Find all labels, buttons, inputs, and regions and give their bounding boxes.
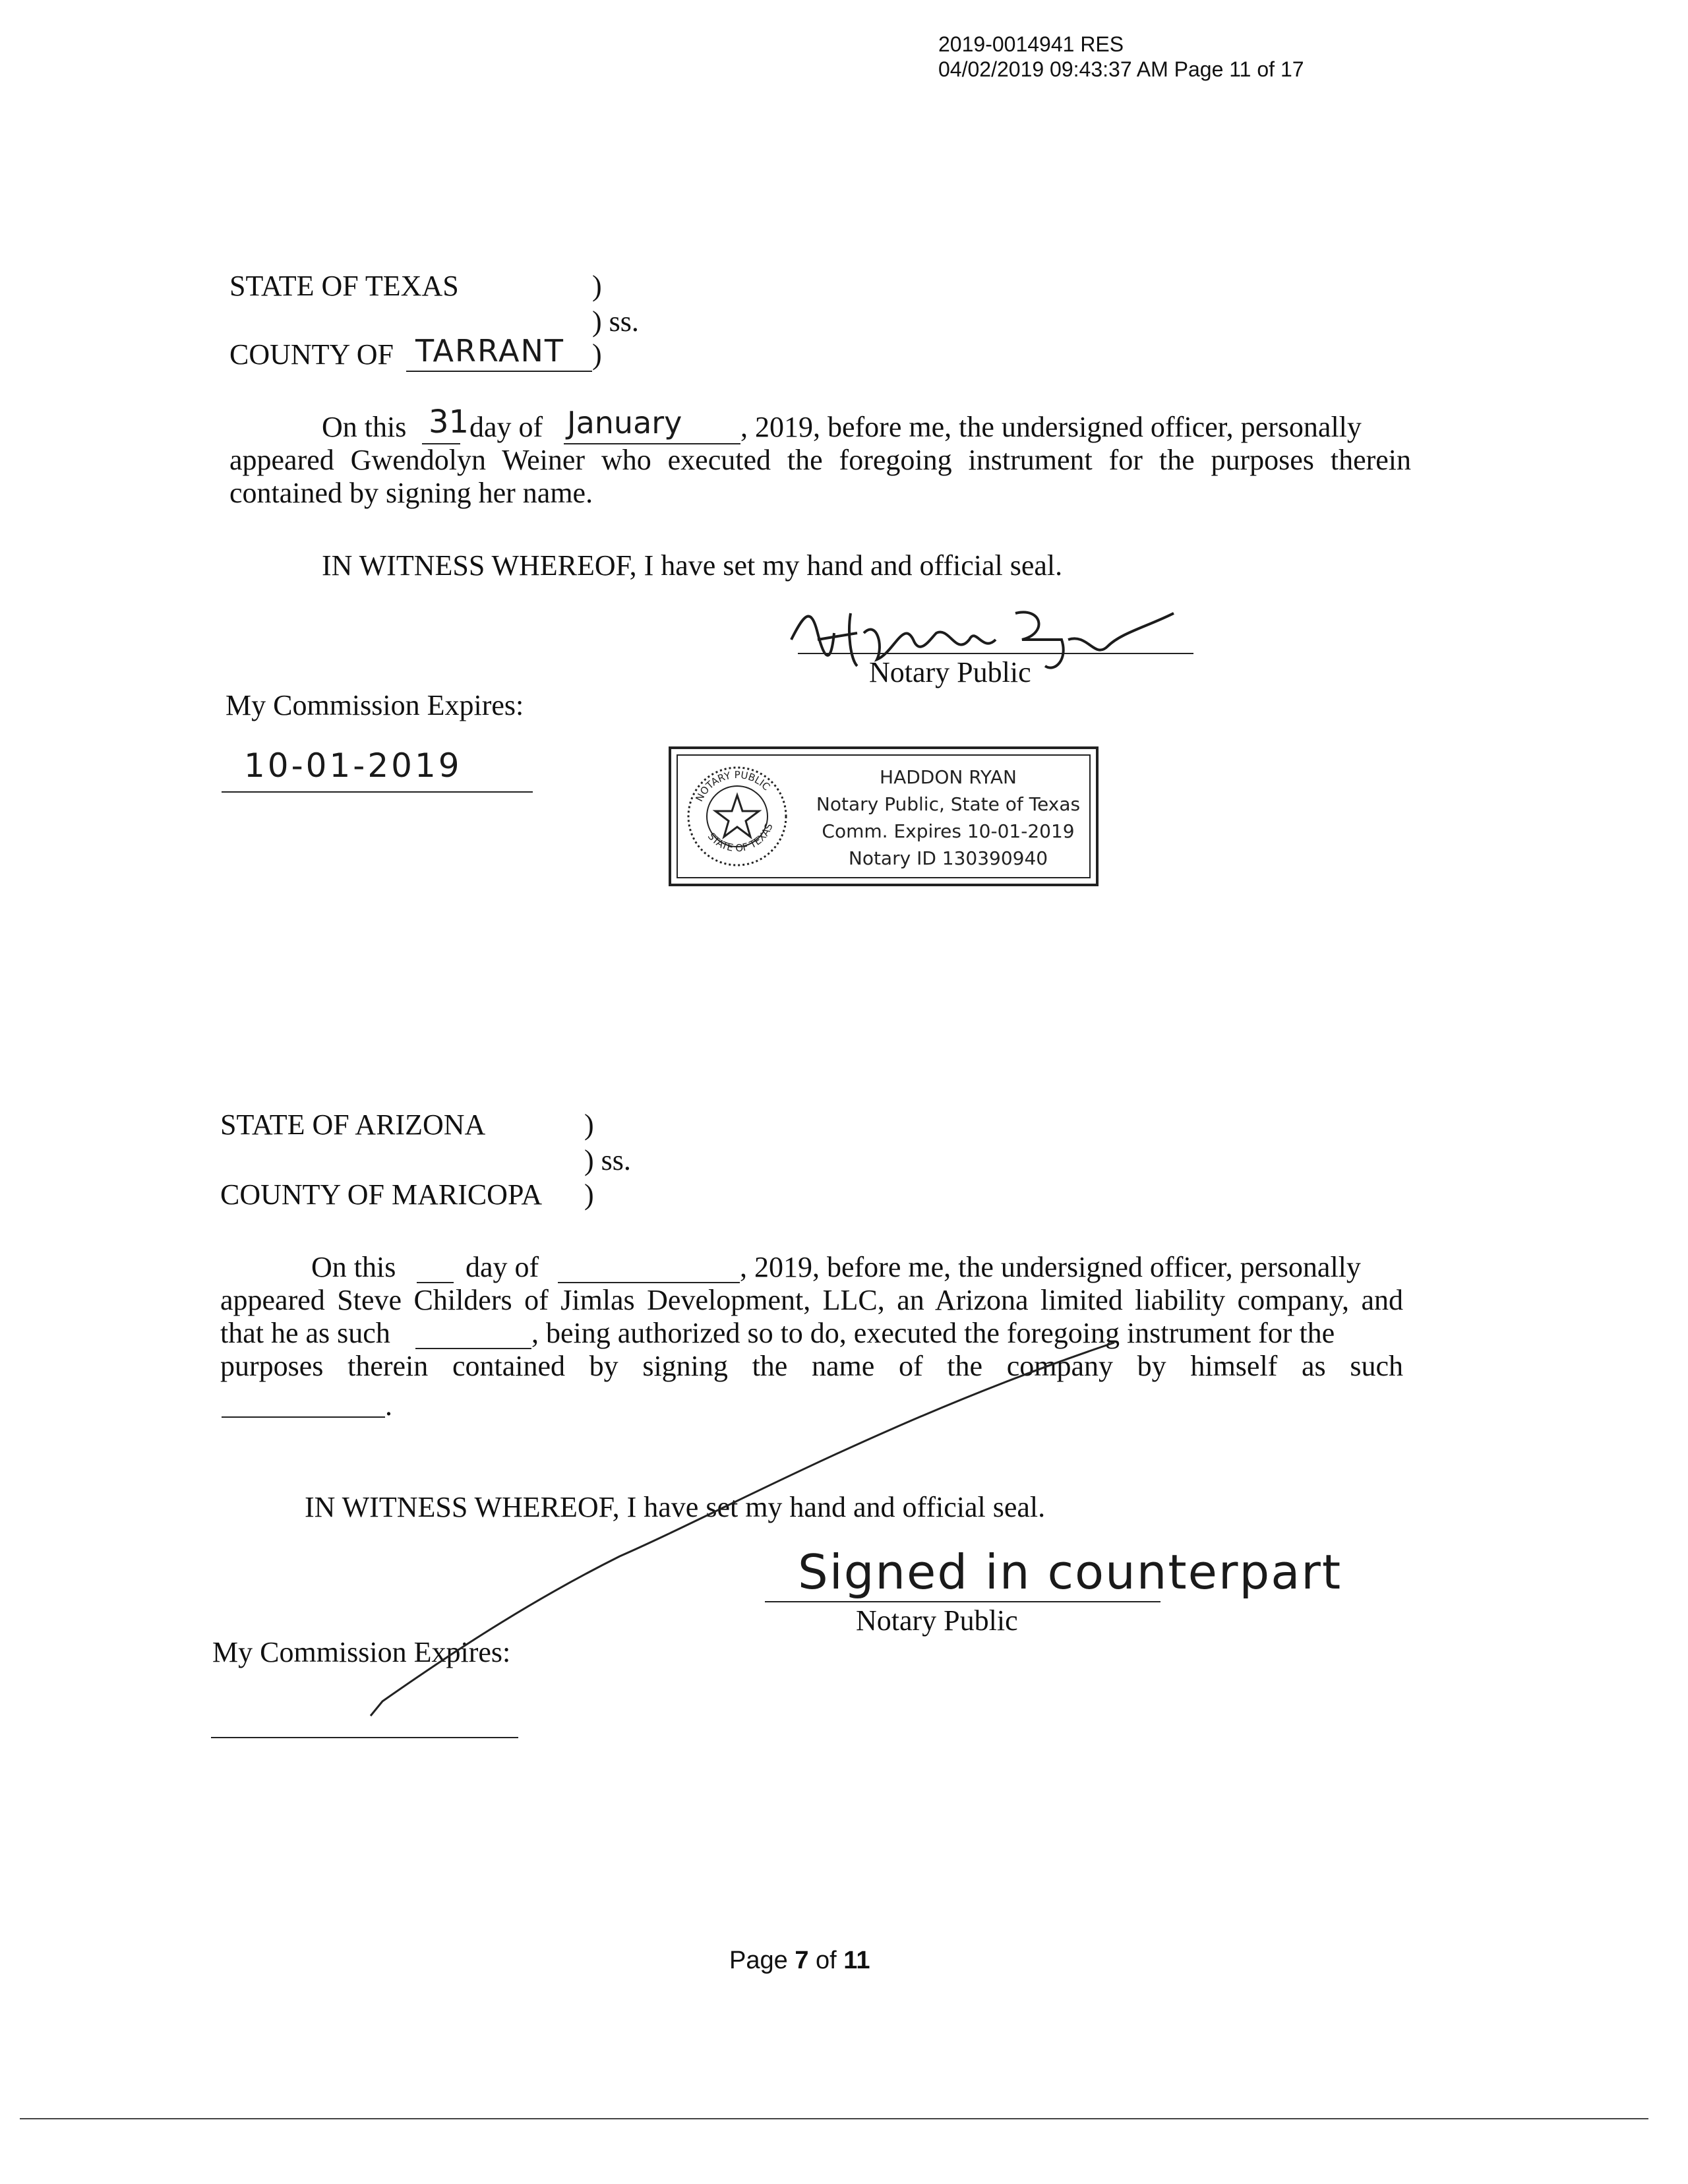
ss-mark: ) ss.	[584, 1144, 631, 1176]
on-this-text: On this	[322, 411, 407, 443]
county-handwritten: TARRANT	[415, 333, 565, 369]
county-label: COUNTY OF	[229, 338, 394, 371]
ss-mark: ) ss.	[592, 305, 639, 338]
witness-line: IN WITNESS WHEREOF, I have set my hand and official seal.	[305, 1491, 1046, 1523]
paragraph-end-period: .	[385, 1389, 392, 1422]
paren: )	[592, 270, 602, 302]
witness-line: IN WITNESS WHEREOF, I have set my hand and official seal.	[322, 549, 1063, 582]
seal-name: HADDON RYAN	[880, 766, 1017, 788]
page-footer	[729, 1947, 870, 1975]
notary-public-label: Notary Public	[856, 1604, 1018, 1637]
paren: )	[584, 1178, 594, 1211]
paragraph-line1-rest: , 2019, before me, the undersigned officer, personally	[740, 411, 1362, 443]
state-of-arizona: STATE OF ARIZONA	[220, 1108, 486, 1141]
day-handwritten: 31	[429, 404, 469, 440]
paragraph-line2: appeared Steve Childers of Jimlas Development, LLC, an Arizona limited liability company, and	[220, 1284, 1403, 1316]
bottom-rule	[20, 2118, 1648, 2119]
seal-notary-id: Notary ID 130390940	[848, 847, 1048, 869]
recording-number: 2019-0014941 RES	[938, 32, 1124, 56]
notary-public-label: Notary Public	[869, 656, 1031, 688]
signed-in-counterpart-handwritten: Signed in counterpart	[798, 1544, 1342, 1600]
seal-title: Notary Public, State of Texas	[816, 793, 1081, 815]
paragraph-line3: contained by signing her name.	[229, 477, 593, 509]
day-of-text: day of	[466, 1251, 539, 1283]
of-word: of	[816, 1947, 837, 1974]
paragraph-line2: appeared Gwendolyn Weiner who executed the foregoing instrument for the purposes therein	[229, 444, 1411, 476]
county-of-maricopa: COUNTY OF MARICOPA	[220, 1178, 543, 1211]
commission-date-handwritten: 10-01-2019	[244, 746, 462, 785]
commission-expires-label: My Commission Expires:	[212, 1636, 511, 1668]
state-of-texas: STATE OF TEXAS	[229, 270, 459, 302]
page-total: 11	[843, 1947, 870, 1974]
page-word: Page	[729, 1947, 788, 1974]
commission-expires-label: My Commission Expires:	[226, 689, 524, 721]
paren: )	[584, 1108, 594, 1141]
seal-expiry: Comm. Expires 10-01-2019	[822, 820, 1075, 842]
paragraph-line4: purposes therein contained by signing the name of the company by himself as such	[220, 1350, 1403, 1382]
paragraph-line3-rest: , being authorized so to do, executed the foregoing instrument for the	[531, 1317, 1335, 1349]
recording-datetime: 04/02/2019 09:43:37 AM Page 11 of 17	[938, 57, 1304, 81]
on-this-text: On this	[311, 1251, 396, 1283]
seal-ring-bottom: STATE OF TEXAS	[705, 822, 775, 855]
paren: )	[592, 338, 602, 371]
paragraph-line1-rest: , 2019, before me, the undersigned officer, personally	[740, 1251, 1361, 1283]
day-of-text: day of	[469, 411, 543, 443]
paragraph-line3-start: that he as such	[220, 1317, 390, 1349]
page-number: 7	[795, 1947, 809, 1974]
month-handwritten: January	[567, 405, 682, 440]
seal-ring-top: NOTARY PUBLIC	[693, 768, 773, 804]
